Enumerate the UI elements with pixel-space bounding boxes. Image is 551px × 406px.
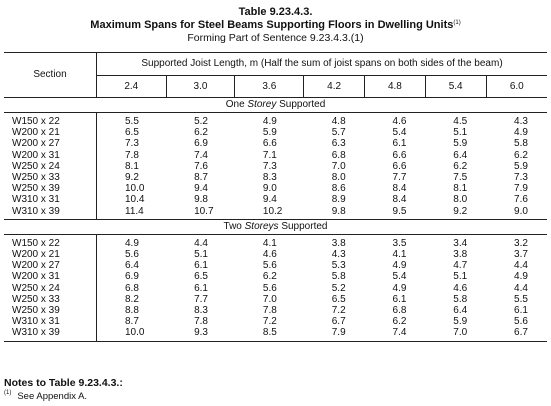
span-value-cell: 7.3 bbox=[262, 160, 277, 172]
span-value-cell: 7.6 bbox=[514, 194, 528, 206]
span-value-cell: 8.7 bbox=[125, 316, 139, 328]
span-value-cell: 5.1 bbox=[194, 249, 208, 261]
span-value-cell: 8.9 bbox=[331, 194, 346, 206]
span-value-cell: 4.9 bbox=[514, 127, 528, 139]
table-row bbox=[4, 260, 547, 271]
span-value-cell: 4.4 bbox=[514, 260, 528, 272]
span-value-cell: 4.9 bbox=[125, 237, 139, 249]
length-header: 4.8 bbox=[365, 75, 426, 98]
span-value-cell: 6.6 bbox=[392, 160, 407, 172]
span-value-cell: 6.1 bbox=[392, 293, 407, 305]
span-value-cell: 6.1 bbox=[194, 260, 208, 272]
table-row bbox=[4, 194, 547, 205]
group-header bbox=[4, 98, 547, 113]
span-value-cell: 9.4 bbox=[262, 194, 277, 206]
table-row bbox=[4, 138, 547, 149]
span-value-cell: 9.4 bbox=[194, 183, 208, 195]
section-cell: W150 x 22 bbox=[4, 234, 97, 249]
span-value-cell: 7.7 bbox=[392, 172, 407, 184]
supported-joist-length-header: Supported Joist Length, m (Half the sum of joist spans on both sides of the beam) bbox=[97, 53, 548, 76]
length-header: 3.0 bbox=[166, 75, 235, 98]
table-row bbox=[4, 161, 547, 172]
span-value-cell: 6.5 bbox=[125, 127, 139, 139]
length-header: 3.6 bbox=[235, 75, 304, 98]
span-value-cell: 4.9 bbox=[514, 271, 528, 283]
group-label-emphasis: Storey bbox=[247, 99, 277, 111]
section-cell: W250 x 33 bbox=[4, 294, 97, 305]
span-value-cell: 10.0 bbox=[125, 183, 145, 195]
span-value-cell: 4.8 bbox=[331, 116, 346, 127]
span-value-cell: 4.4 bbox=[514, 282, 528, 294]
span-value-cell: 10.2 bbox=[235, 206, 304, 220]
notes-heading: Notes to Table 9.23.4.3.: bbox=[4, 377, 123, 389]
section-cell: W250 x 24 bbox=[4, 161, 97, 172]
span-value-cell: 4.5 bbox=[453, 116, 468, 127]
span-value-cell: 6.4 bbox=[453, 305, 468, 317]
span-value-cell: 8.4 bbox=[392, 194, 407, 206]
span-value-cell: 8.0 bbox=[331, 172, 346, 184]
span-value-cell: 5.6 bbox=[125, 249, 139, 261]
section-cell: W200 x 21 bbox=[4, 249, 97, 260]
group-label-emphasis: Storeys bbox=[244, 221, 279, 233]
span-value-cell: 6.8 bbox=[125, 282, 139, 294]
span-value-cell: 5.8 bbox=[453, 293, 468, 305]
span-value-cell: 5.9 bbox=[262, 127, 277, 139]
span-value-cell: 6.2 bbox=[262, 271, 277, 283]
span-value-cell: 8.1 bbox=[125, 160, 139, 172]
length-header: 6.0 bbox=[486, 75, 547, 98]
section-cell: W310 x 39 bbox=[4, 206, 97, 220]
section-cell: W200 x 31 bbox=[4, 150, 97, 161]
table-subtitle: Forming Part of Sentence 9.23.4.3.(1) bbox=[187, 32, 364, 44]
span-value-cell: 9.8 bbox=[304, 206, 365, 220]
table-row bbox=[4, 316, 547, 327]
span-value-cell: 3.2 bbox=[514, 237, 528, 249]
span-value-cell: 9.5 bbox=[365, 206, 426, 220]
span-value-cell: 8.7 bbox=[194, 172, 208, 184]
span-value-cell: 5.6 bbox=[262, 282, 277, 294]
span-value-cell: 7.9 bbox=[304, 327, 365, 341]
table-row bbox=[4, 327, 547, 341]
section-cell: W310 x 31 bbox=[4, 194, 97, 205]
section-cell: W310 x 31 bbox=[4, 316, 97, 327]
span-value-cell: 7.3 bbox=[125, 138, 139, 150]
section-cell: W200 x 27 bbox=[4, 260, 97, 271]
span-value-cell: 6.9 bbox=[194, 138, 208, 150]
note-item bbox=[4, 391, 87, 402]
span-value-cell: 4.6 bbox=[262, 249, 277, 261]
table-title bbox=[0, 19, 551, 31]
span-value-cell: 5.8 bbox=[331, 271, 346, 283]
group-label-prefix: One bbox=[225, 99, 248, 111]
span-value-cell: 8.3 bbox=[194, 305, 208, 317]
span-value-cell: 7.8 bbox=[262, 305, 277, 317]
span-value-cell: 5.5 bbox=[125, 116, 139, 127]
note-marker: (1) bbox=[4, 390, 12, 396]
span-value-cell: 7.4 bbox=[365, 327, 426, 341]
span-value-cell: 3.8 bbox=[331, 237, 346, 249]
span-value-cell: 4.1 bbox=[392, 249, 407, 261]
span-value-cell: 10.7 bbox=[166, 206, 235, 220]
span-value-cell: 6.4 bbox=[453, 149, 468, 161]
table-row bbox=[4, 294, 547, 305]
span-value-cell: 4.6 bbox=[392, 116, 407, 127]
table-row bbox=[4, 249, 547, 260]
length-header: 2.4 bbox=[97, 75, 167, 98]
span-value-cell: 8.0 bbox=[453, 194, 468, 206]
span-value-cell: 6.6 bbox=[262, 138, 277, 150]
title-footnote-marker: (1) bbox=[453, 20, 461, 26]
section-cell: W310 x 39 bbox=[4, 327, 97, 341]
table-row bbox=[4, 127, 547, 138]
span-value-cell: 4.3 bbox=[514, 116, 528, 127]
span-value-cell: 7.2 bbox=[331, 305, 346, 317]
span-value-cell: 5.4 bbox=[392, 127, 407, 139]
span-value-cell: 6.2 bbox=[453, 160, 468, 172]
span-value-cell: 9.3 bbox=[166, 327, 235, 341]
span-value-cell: 8.5 bbox=[235, 327, 304, 341]
span-value-cell: 5.6 bbox=[262, 260, 277, 272]
span-value-cell: 4.9 bbox=[262, 116, 277, 127]
span-value-cell: 4.4 bbox=[194, 237, 208, 249]
span-value-cell: 4.7 bbox=[453, 260, 468, 272]
span-value-cell: 6.1 bbox=[392, 138, 407, 150]
span-value-cell: 8.4 bbox=[392, 183, 407, 195]
span-value-cell: 6.5 bbox=[194, 271, 208, 283]
span-value-cell: 5.6 bbox=[514, 316, 528, 328]
span-value-cell: 5.1 bbox=[453, 271, 468, 283]
group-label-prefix: Two bbox=[223, 221, 245, 233]
span-value-cell: 3.5 bbox=[392, 237, 407, 249]
span-value-cell: 7.3 bbox=[514, 172, 528, 184]
span-value-cell: 3.7 bbox=[514, 249, 528, 261]
section-cell: W200 x 21 bbox=[4, 127, 97, 138]
span-value-cell: 4.9 bbox=[392, 282, 407, 294]
span-value-cell: 7.9 bbox=[514, 183, 528, 195]
span-value-cell: 5.8 bbox=[514, 138, 528, 150]
span-value-cell: 8.1 bbox=[453, 183, 468, 195]
span-value-cell: 7.8 bbox=[125, 149, 139, 161]
table-row bbox=[4, 172, 547, 183]
span-value-cell: 7.6 bbox=[194, 160, 208, 172]
table-row bbox=[4, 234, 547, 249]
span-value-cell: 6.4 bbox=[125, 260, 139, 272]
span-value-cell: 7.8 bbox=[194, 316, 208, 328]
table-title-text: Maximum Spans for Steel Beams Supporting Floors in Dwelling Units bbox=[90, 19, 454, 31]
span-value-cell: 5.3 bbox=[331, 260, 346, 272]
section-cell: W200 x 31 bbox=[4, 271, 97, 282]
span-value-cell: 8.8 bbox=[125, 305, 139, 317]
span-value-cell: 5.4 bbox=[392, 271, 407, 283]
note-text: See Appendix A. bbox=[17, 391, 88, 402]
span-value-cell: 3.4 bbox=[453, 237, 468, 249]
span-value-cell: 5.2 bbox=[194, 116, 208, 127]
span-value-cell: 6.9 bbox=[125, 271, 139, 283]
span-value-cell: 8.6 bbox=[331, 183, 346, 195]
span-value-cell: 6.7 bbox=[331, 316, 346, 328]
group-label-suffix: Supported bbox=[278, 221, 328, 233]
span-value-cell: 5.1 bbox=[453, 127, 468, 139]
span-value-cell: 6.6 bbox=[392, 149, 407, 161]
span-value-cell: 7.0 bbox=[262, 293, 277, 305]
span-value-cell: 10.4 bbox=[125, 194, 145, 206]
span-value-cell: 6.5 bbox=[331, 293, 346, 305]
span-value-cell: 4.3 bbox=[331, 249, 346, 261]
table-row bbox=[4, 183, 547, 194]
span-value-cell: 4.6 bbox=[453, 282, 468, 294]
span-value-cell: 7.0 bbox=[425, 327, 486, 341]
span-value-cell: 11.4 bbox=[97, 206, 167, 220]
span-value-cell: 7.1 bbox=[262, 149, 277, 161]
section-cell: W250 x 39 bbox=[4, 183, 97, 194]
span-value-cell: 6.2 bbox=[194, 127, 208, 139]
span-value-cell: 9.0 bbox=[262, 183, 277, 195]
length-header: 5.4 bbox=[425, 75, 486, 98]
section-cell: W150 x 22 bbox=[4, 113, 97, 128]
section-cell: W250 x 39 bbox=[4, 305, 97, 316]
section-cell: W250 x 33 bbox=[4, 172, 97, 183]
table-row bbox=[4, 271, 547, 282]
table-row bbox=[4, 150, 547, 161]
span-value-cell: 9.2 bbox=[425, 206, 486, 220]
span-value-cell: 8.2 bbox=[125, 293, 139, 305]
span-value-cell: 9.8 bbox=[194, 194, 208, 206]
span-value-cell: 5.9 bbox=[514, 160, 528, 172]
span-value-cell: 9.2 bbox=[125, 172, 139, 184]
span-value-cell: 5.9 bbox=[453, 138, 468, 150]
group-label-suffix: Supported bbox=[276, 99, 326, 111]
span-value-cell: 4.9 bbox=[392, 260, 407, 272]
span-value-cell: 5.2 bbox=[331, 282, 346, 294]
span-value-cell: 6.8 bbox=[392, 305, 407, 317]
span-value-cell: 8.3 bbox=[262, 172, 277, 184]
span-value-cell: 6.7 bbox=[486, 327, 547, 341]
span-value-cell: 7.4 bbox=[194, 149, 208, 161]
span-value-cell: 5.9 bbox=[453, 316, 468, 328]
span-value-cell: 3.8 bbox=[453, 249, 468, 261]
span-value-cell: 5.5 bbox=[514, 293, 528, 305]
span-value-cell: 10.0 bbox=[97, 327, 167, 341]
span-value-cell: 4.1 bbox=[262, 237, 277, 249]
group-header bbox=[4, 219, 547, 234]
span-value-cell: 7.0 bbox=[331, 160, 346, 172]
span-value-cell: 6.1 bbox=[514, 305, 528, 317]
span-value-cell: 6.3 bbox=[331, 138, 346, 150]
table-number: Table 9.23.4.3. bbox=[238, 6, 313, 18]
table-row bbox=[4, 206, 547, 220]
section-cell: W200 x 27 bbox=[4, 138, 97, 149]
table-row bbox=[4, 283, 547, 294]
table-row bbox=[4, 113, 547, 128]
span-value-cell: 7.2 bbox=[262, 316, 277, 328]
span-value-cell: 6.8 bbox=[331, 149, 346, 161]
spans-table bbox=[4, 52, 547, 342]
span-value-cell: 5.7 bbox=[331, 127, 346, 139]
span-value-cell: 6.2 bbox=[392, 316, 407, 328]
table-row bbox=[4, 305, 547, 316]
span-value-cell: 6.2 bbox=[514, 149, 528, 161]
span-value-cell: 9.0 bbox=[486, 206, 547, 220]
section-cell: W250 x 24 bbox=[4, 283, 97, 294]
span-value-cell: 7.5 bbox=[453, 172, 468, 184]
section-column-header: Section bbox=[4, 53, 97, 98]
span-value-cell: 6.1 bbox=[194, 282, 208, 294]
length-header: 4.2 bbox=[304, 75, 365, 98]
span-value-cell: 7.7 bbox=[194, 293, 208, 305]
